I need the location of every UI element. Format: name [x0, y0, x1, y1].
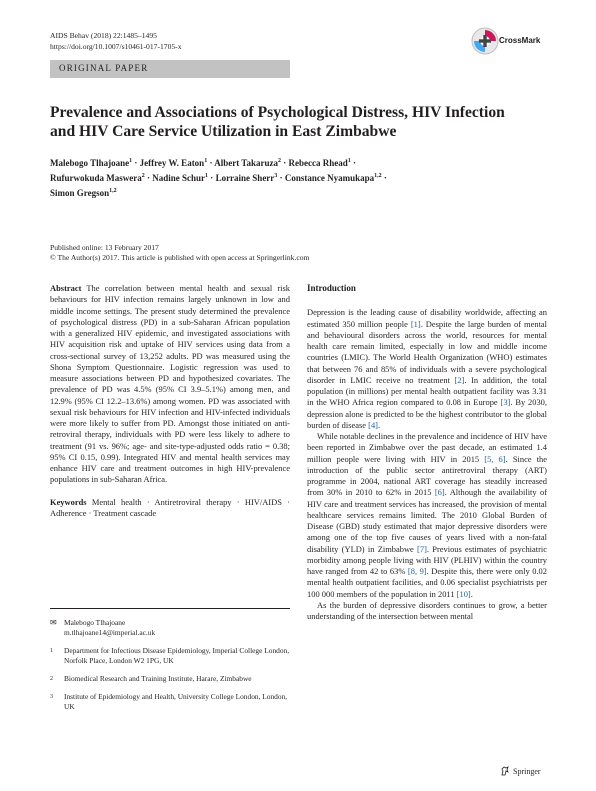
author-separator: ·	[277, 173, 285, 183]
author-separator: ·	[350, 158, 357, 168]
affiliation-number: 3	[50, 694, 53, 700]
citation-link[interactable]: [4]	[368, 419, 378, 430]
introduction-heading: Introduction	[307, 283, 356, 293]
publication-info	[50, 243, 309, 263]
author-affiliation-marker: 1,2	[109, 188, 117, 194]
citation-link[interactable]: [3]	[500, 397, 511, 408]
author-separator: ·	[207, 158, 215, 168]
author-name[interactable]: Lorraine Sherr	[215, 173, 275, 183]
author-separator: ·	[144, 173, 153, 183]
author-name[interactable]: Malebogo Tlhajoane	[50, 158, 130, 168]
doi-link[interactable]: https://doi.org/10.1007/s10461-017-1705-x	[50, 42, 182, 51]
affiliation-text: Biomedical Research and Training Institute, Harare, Zimbabwe	[64, 674, 252, 683]
crossmark-icon	[471, 27, 499, 55]
author-separator: ·	[381, 173, 387, 183]
journal-citation: AIDS Behav (2018) 22:1485–1495	[50, 31, 157, 40]
author-separator: ·	[208, 173, 216, 183]
author-name[interactable]: Rufurwokuda Maswera	[50, 173, 142, 183]
keywords-text: Mental health · Antiretroviral therapy · HIV/AIDS · Adherence · Treatment cascade	[50, 496, 290, 518]
author-name[interactable]: Simon Gregson	[50, 188, 110, 198]
corresponding-author	[50, 618, 290, 638]
introduction-column	[307, 283, 547, 622]
springer-horse-icon	[500, 766, 510, 776]
author-name[interactable]: Albert Takaruza	[214, 158, 278, 168]
author-name[interactable]: Nadine Schur	[152, 173, 206, 183]
abstract-column	[50, 283, 290, 519]
paragraph-text: . Despite this, there were only 0.02 mental health outpatient facilities, and 0.06 specialist psychiatrists per 100 000 members of the population in 2011	[307, 566, 547, 599]
correspondence-footnotes	[50, 608, 290, 712]
paragraph-text: . In addition, the total population (in millions) per mental health outpatient facility was 3.31 in the WHO Africa region compared to 0.08 in Europe	[307, 374, 547, 408]
author-separator: ·	[280, 158, 289, 168]
affiliation-item	[50, 674, 290, 684]
author-affiliation-marker: 1,2	[374, 173, 382, 179]
crossmark-badge[interactable]	[471, 27, 551, 55]
author-name[interactable]: Constance Nyamukapa	[284, 173, 375, 183]
paragraph-text: . Despite the large burden of mental and behavioural disorders across the world, resources for mental health care remain limited, especially in low and middle income countries (LMIC). The World Health Organization (WHO) estimates that between 76 and 85% of individuals with a severe psychological disorder in LMIC receive no treatment	[307, 318, 548, 385]
corresponding-email[interactable]: m.tlhajoane14@imperial.ac.uk	[64, 628, 156, 637]
paragraph-text: . Since the introduction of the public sector antiretroviral therapy (ART) programme in 2004, national ART coverage has steadily increased from 30% in 2010 to 62% in 2015	[307, 453, 547, 498]
article-type: ORIGINAL PAPER	[59, 63, 149, 73]
citation-link[interactable]: [8, 9]	[407, 566, 427, 576]
citation-link[interactable]: [2]	[454, 374, 465, 385]
corresponding-name: Malebogo Tlhajoane	[64, 618, 126, 627]
paragraph-text: . Although the availability of HIV care and treatment services has increased, the provision of mental healthcare services remains limited. The 2010 Global Burden of Disease (GBD) study estimated that major depressive disorders were among one of the top five causes of years lived with a non-fatal disability (YLD) in Zimbabwe	[307, 487, 548, 554]
author-affiliation-marker: 1	[205, 173, 209, 179]
affiliation-number: 2	[50, 676, 53, 682]
author-list	[50, 155, 490, 200]
keywords	[50, 497, 290, 520]
copyright-notice: © The Author(s) 2017. This article is published with open access at Springerlink.com	[50, 253, 310, 262]
affiliation-text: Department for Infectious Disease Epidemiology, Imperial College London, Norfolk Place, London W2 1PG, UK	[64, 646, 290, 665]
publisher-logo	[500, 766, 541, 776]
affiliation-text: Institute of Epidemiology and Health, University College London, London, UK	[64, 692, 288, 711]
citation-link[interactable]: [5, 6]	[484, 453, 506, 464]
publisher-name: Springer	[513, 766, 541, 776]
paragraph-text: While notable declines in the prevalence and incidence of HIV have been reported in Zimbabwe over the past decade, an estimated 1.4 million people were living with HIV in 2015	[307, 431, 547, 464]
paragraph-text: .	[378, 419, 381, 430]
published-date: Published online: 13 February 2017	[50, 243, 159, 252]
author-affiliation-marker: 1	[347, 158, 351, 164]
citation-link[interactable]: [6]	[434, 487, 445, 498]
crossmark-label: CrossMark	[499, 36, 541, 45]
author-name[interactable]: Rebecca Rhead	[288, 158, 348, 168]
author-affiliation-marker: 2	[141, 173, 145, 179]
affiliation-number: 1	[50, 648, 53, 654]
journal-header	[50, 30, 182, 52]
author-affiliation-marker: 3	[274, 173, 278, 179]
author-separator: ·	[132, 158, 140, 168]
abstract	[50, 283, 290, 486]
article-type-banner	[50, 60, 290, 78]
citation-link[interactable]: [7]	[417, 543, 427, 554]
citation-link[interactable]: [1]	[410, 318, 421, 329]
affiliation-item	[50, 692, 290, 712]
author-affiliation-marker: 1	[204, 158, 208, 164]
paragraph-text: . By 2030, depression alone is predicted to be the highest contributor to the global burden of disease	[307, 397, 547, 430]
affiliation-item	[50, 646, 290, 666]
author-name[interactable]: Jeffrey W. Eaton	[139, 158, 205, 168]
abstract-text: The correlation between mental health and sexual risk behaviours for HIV infection remains largely unknown in low and middle income settings. The present study determined the prevalence of psychological distress (PD) in a sub-Saharan African population with a generalized HIV epidemic, and investigated associations with HIV acquisition risk and uptake of HIV services using data from a cross-sectional survey of 13,252 adults. PD was measured using the Shona Symptom Questionnaire. Logistic regression was used to measure associations between PD and hypothesized covariates. The prevalence of PD was 4.5% (95% CI 3.9–5.1%) among men, and 12.9% (95% CI 12.2–13.6%) among women. PD was associated with sexual risk behaviours for HIV infection and HIV-infected individuals were more likely to suffer from PD. Amongst those initiated on anti-retroviral therapy, individuals with PD were less likely to adhere to treatment (91 vs. 96%; age- and site-type-adjusted odds ratio = 0.38; 95% CI 0.15, 0.99). Integrated HIV and mental health services may enhance HIV care and treatment outcomes in high HIV-prevalence populations in sub-Saharan Africa.	[50, 283, 290, 485]
paragraph-text: .	[470, 588, 473, 599]
citation-link[interactable]: [10]	[456, 588, 471, 599]
envelope-icon: ✉	[50, 618, 57, 627]
abstract-label: Abstract	[50, 283, 82, 293]
author-affiliation-marker: 2	[277, 158, 281, 164]
intro-paragraph-3: As the burden of depressive disorders continues to grow, a better understanding of the intersection between mental	[307, 599, 547, 621]
paragraph-text: . Previous estimates of psychiatric morbidity among people living with HIV (PLHIV) within the country have ranged from 42 to 63%	[307, 543, 547, 576]
paper-title: Prevalence and Associations of Psychological Distress, HIV Infection and HIV Care Service Utilization in East Zimbabwe	[50, 104, 505, 140]
author-affiliation-marker: 1	[129, 158, 133, 164]
intro-paragraph-1	[307, 307, 547, 431]
intro-paragraph-2	[307, 431, 547, 600]
paragraph-text: Depression is the leading cause of disability worldwide, affecting an estimated 350 million people	[307, 307, 547, 329]
keywords-label: Keywords	[50, 496, 87, 507]
